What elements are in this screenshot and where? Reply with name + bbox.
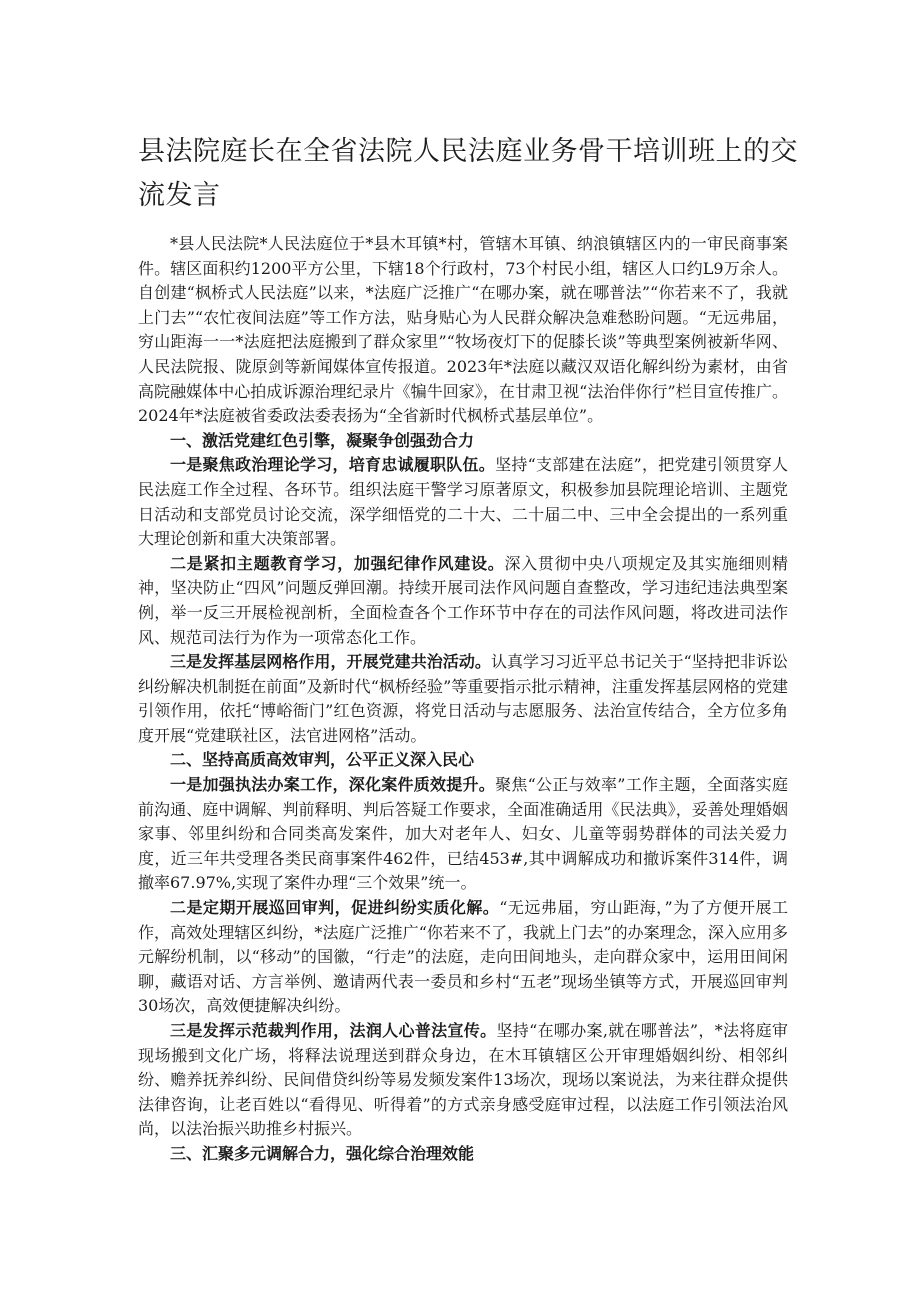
section-paragraph: [138, 552, 788, 650]
document-body: [138, 232, 788, 1167]
section-paragraph: [138, 650, 788, 748]
paragraph-text: 坚持“支部建在法庭”，把党建引领贯穿人民法庭工作全过程、各环节。组织法庭干警学习原著原文，积极参加县院理论培训、主题党日活动和支部党员讨论交流，深学细悟党的二十大、二十届二中、三中全会提出的一系列重大理论创新和重大决策部署。: [138, 455, 788, 549]
paragraph-text: “无远弗届，穷山距海，”为了方便开展工作，高效处理辖区纠纷，*法庭广泛推广“你若来不了，我就上门去”的办案理念，深入应用多元解纷机制，以“移动”的国徽，“行走”的法庭，走向田间地头，走向群众家中，运用田间闲聊，藏语对话、方言举例、邀请两代表一委员和乡村“五老”现场坐镇等方式，开展巡回审判30场次，高效便捷解决纠纷。: [138, 898, 788, 1016]
paragraph-text: 坚持“在哪办案,就在哪普法”，*法将庭审现场搬到文化广场，将释法说理送到群众身边，在木耳镇辖区公开审理婚姻纠纷、相邻纠纷、赡养抚养纠纷、民间借贷纠纷等易发频发案件13场次，现场以案说法，为来往群众提供法律咨询，让老百姓以“看得见、听得着”的方式亲身感受庭审过程，以法庭工作引领法治风尚，以法治振兴助推乡村振兴。: [138, 1021, 788, 1139]
paragraph-text: 深入贯彻中央八项规定及其实施细则精神，坚决防止“四风”问题反弹回潮。持续开展司法作风问题自查整改，学习违纪违法典型案例，举一反三开展检视剖析，全面检查各个工作环节中存在的司法作风问题，将改进司法作风、规范司法行为作为一项常态化工作。: [138, 553, 788, 647]
paragraph-lead: 二是紧扣主题教育学习，加强纪律作风建设。: [170, 553, 505, 573]
paragraph-lead: 一是加强执法办案工作，深化案件质效提升。: [170, 775, 496, 795]
section-heading: 一、激活党建红色引擎，凝聚争创强劲合力: [170, 430, 475, 450]
section-paragraph: [138, 1019, 788, 1142]
section-heading: 二、坚持高质高效审判，公平正义深入民心: [170, 750, 475, 770]
section-heading: 三、汇聚多元调解合力，强化综合治理效能: [170, 1143, 475, 1163]
section-paragraph: [138, 453, 788, 551]
intro-paragraph: *县人民法院*人民法庭位于*县木耳镇*村，管辖木耳镇、纳浪镇辖区内的一审民商事案件。辖区面积约1200平方公里，下辖18个行政村，73个村民小组，辖区人口约L9万余人。自创建“枫桥式人民法庭”以来，*法庭广泛推广“在哪办案，就在哪普法”“你若来不了，我就上门去”“农忙夜间法庭”等工作方法，贴身贴心为人民群众解决急难愁盼问题。“无远弗届，穷山距海一一*法庭把法庭搬到了群众家里”“牧场夜灯下的促膝长谈”等典型案例被新华网、人民法院报、陇原剑等新闻媒体宣传报道。2023年*法庭以藏汉双语化解纠纷为素材，由省高院融媒体中心拍成诉源治理纪录片《犏牛回家》，在甘肃卫视“法治伴你行”栏目宣传推广。2024年*法庭被省委政法委表扬为“全省新时代枫桥式基层单位”。: [138, 234, 788, 426]
paragraph-text: 认真学习习近平总书记关于“坚持把非诉讼纠纷解决机制挺在前面”及新时代“枫桥经验”等重要指示批示精神，注重发挥基层网格的党建引领作用，依托“博峪衙门”红色资源，将党日活动与志愿服务、法治宣传结合，全方位多角度开展“党建联社区，法官进网格”活动。: [138, 652, 788, 745]
paragraph-lead: 三是发挥示范裁判作用，法润人心普法宣传。: [170, 1021, 497, 1040]
paragraph-lead: 一是聚焦政治理论学习，培育忠诚履职队伍。: [170, 455, 496, 475]
paragraph-lead: 二是定期开展巡回审判，促进纠纷实质化解。: [170, 898, 500, 918]
paragraph-lead: 三是发挥基层网格作用，开展党建共治活动。: [170, 652, 491, 672]
section-paragraph: [138, 896, 788, 1019]
paragraph-text: 聚焦“公正与效率”工作主题，全面落实庭前沟通、庭中调解、判前释明、判后答疑工作要求，全面准确适用《民法典》，妥善处理婚姻家事、邻里纠纷和合同类高发案件，加大对老年人、妇女、儿童等弱势群体的司法关爱力度，近三年共受理各类民商事案件462件，已结453#,其中调解成功和撤诉案件314件，调撤率67.97%,实现了案件办理“三个效果”统一。: [138, 775, 788, 893]
section-paragraph: [138, 773, 788, 896]
document-title: 县法院庭长在全省法院人民法庭业务骨干培训班上的交流发言: [138, 136, 798, 211]
